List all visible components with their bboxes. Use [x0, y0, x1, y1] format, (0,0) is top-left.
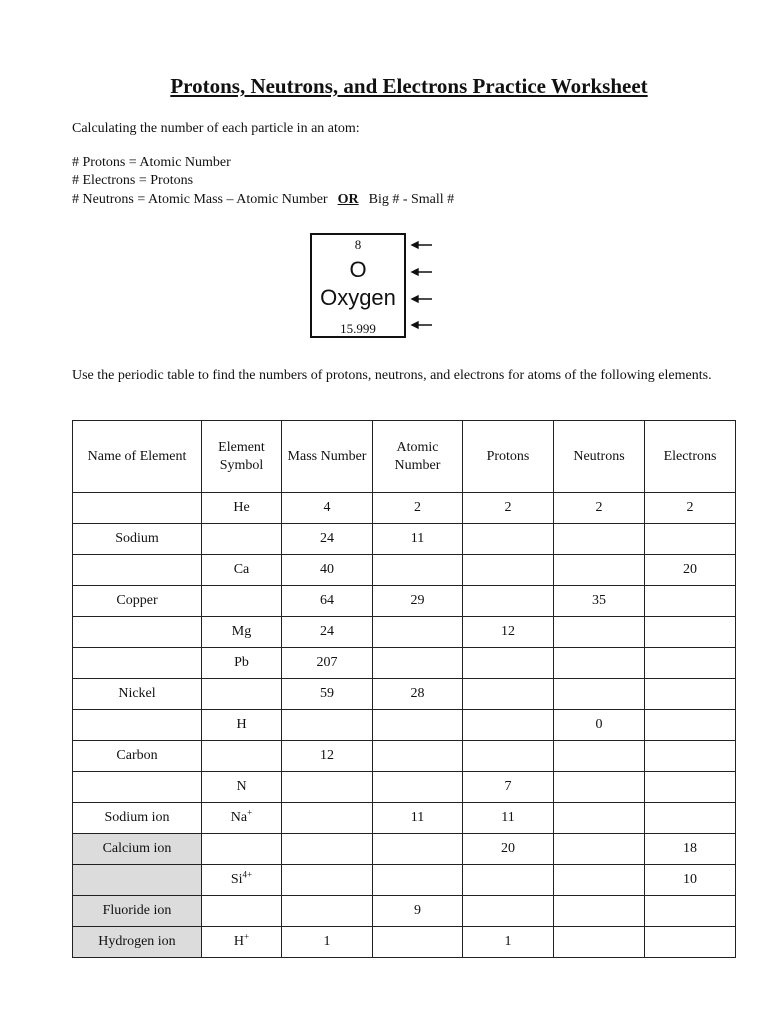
element-symbol-cell-value: He — [233, 500, 250, 515]
electrons-cell — [645, 741, 736, 772]
electrons-cell — [645, 524, 736, 555]
protons-cell-value: 11 — [501, 810, 515, 825]
instruction-text: Use the periodic table to find the numbers of protons, neutrons, and electrons for atoms of the following elements. — [72, 368, 712, 383]
worksheet-title: Protons, Neutrons, and Electrons Practice Worksheet — [170, 74, 648, 98]
mass-number-cell — [282, 586, 373, 617]
mass-number-cell-value: 64 — [320, 593, 334, 608]
protons-rule: # Protons = Atomic Number — [72, 155, 231, 170]
mass-number-cell-value: 4 — [323, 500, 331, 515]
electrons-rule: # Electrons = Protons — [72, 173, 194, 189]
neutrons-cell-value: 35 — [592, 593, 606, 608]
protons-cell — [463, 772, 554, 803]
atomic-number-cell-value: 2 — [414, 500, 421, 515]
protons-cell — [463, 927, 554, 958]
electrons-cell — [645, 927, 736, 958]
atomic-number-cell — [373, 617, 463, 648]
electrons-cell-value: 2 — [686, 500, 694, 515]
protons-cell-value: 7 — [504, 779, 512, 794]
protons-cell — [463, 524, 554, 555]
element-name-cell — [73, 896, 202, 927]
electrons-cell — [645, 586, 736, 617]
element-symbol-cell — [202, 648, 282, 679]
table-row — [73, 834, 736, 865]
element-name-cell — [73, 834, 202, 865]
practice-table — [72, 420, 736, 958]
element-symbol-cell — [202, 865, 282, 896]
element-symbol-cell — [202, 741, 282, 772]
electrons-cell — [645, 648, 736, 679]
element-symbol-cell — [202, 679, 282, 710]
element-name-cell — [73, 772, 202, 803]
mass-number-cell — [282, 524, 373, 555]
element-name-cell — [73, 710, 202, 741]
table-row — [73, 679, 736, 710]
table-row — [73, 803, 736, 834]
charge-superscript: + — [247, 807, 253, 818]
element-symbol-cell — [202, 927, 282, 958]
table-row — [73, 772, 736, 803]
neutrons-cell — [554, 927, 645, 958]
neutrons-cell — [554, 555, 645, 586]
protons-cell — [463, 679, 554, 710]
element-symbol-cell — [202, 896, 282, 927]
atomic-number-cell-value: 9 — [414, 903, 421, 918]
atomic-number-cell — [373, 555, 463, 586]
neutrons-cell — [554, 617, 645, 648]
atomic-number-cell — [373, 493, 463, 524]
electrons-cell — [645, 834, 736, 865]
element-name: Oxygen — [320, 285, 396, 310]
mass-number-cell-value: 207 — [316, 655, 338, 670]
table-row — [73, 741, 736, 772]
element-name-cell-value: Sodium ion — [104, 810, 170, 825]
element-name-cell — [73, 493, 202, 524]
table-row — [73, 896, 736, 927]
electrons-cell — [645, 493, 736, 524]
neutrons-cell — [554, 741, 645, 772]
pointer-arrows-icon — [410, 233, 434, 343]
neutrons-cell — [554, 493, 645, 524]
header-protons: Protons — [463, 421, 554, 493]
electrons-cell — [645, 710, 736, 741]
table-row — [73, 710, 736, 741]
electrons-cell-value: 18 — [683, 841, 697, 856]
element-symbol-cell — [202, 803, 282, 834]
element-name-cell-value: Calcium ion — [102, 841, 172, 856]
header-symbol: Element Symbol — [202, 421, 282, 493]
header-neutrons: Neutrons — [554, 421, 645, 493]
protons-cell — [463, 617, 554, 648]
atomic-number-cell — [373, 896, 463, 927]
table-row — [73, 648, 736, 679]
element-symbol-cell-value: Si — [230, 872, 243, 887]
electrons-cell — [645, 896, 736, 927]
atomic-number-cell — [373, 803, 463, 834]
atomic-number-cell-value: 11 — [410, 810, 425, 825]
neutrons-cell — [554, 896, 645, 927]
neutrons-cell-value: 2 — [595, 500, 603, 515]
neutrons-cell — [554, 524, 645, 555]
element-symbol-cell — [202, 834, 282, 865]
protons-cell — [463, 803, 554, 834]
atomic-number-cell — [373, 772, 463, 803]
atomic-number-cell — [373, 927, 463, 958]
protons-cell — [463, 648, 554, 679]
element-name-cell — [73, 865, 202, 896]
table-row — [73, 865, 736, 896]
element-name-cell-value: Sodium — [115, 531, 159, 546]
atomic-number-cell — [373, 865, 463, 896]
protons-cell-value: 20 — [501, 841, 515, 856]
protons-cell-value: 12 — [501, 624, 515, 639]
neutrons-cell — [554, 679, 645, 710]
neutrons-cell — [554, 710, 645, 741]
neutrons-cell — [554, 834, 645, 865]
element-symbol-cell — [202, 555, 282, 586]
table-header-row — [73, 421, 736, 493]
atomic-number-cell — [373, 524, 463, 555]
element-symbol-cell-value: Mg — [231, 624, 252, 639]
element-symbol-cell-value: Ca — [233, 562, 250, 577]
table-row — [73, 927, 736, 958]
atomic-number-cell — [373, 586, 463, 617]
neutrons-cell — [554, 865, 645, 896]
mass-number-cell — [282, 772, 373, 803]
element-symbol-cell-value: H — [233, 934, 245, 949]
element-name-cell — [73, 803, 202, 834]
electrons-cell — [645, 803, 736, 834]
mass-number-cell — [282, 493, 373, 524]
protons-cell — [463, 586, 554, 617]
element-name-cell-value: Carbon — [116, 748, 158, 763]
header-name: Name of Element — [73, 421, 202, 493]
mass-number-cell-value: 12 — [320, 748, 334, 763]
element-symbol-cell — [202, 493, 282, 524]
element-symbol-cell — [202, 586, 282, 617]
neutrons-rule-line — [72, 191, 454, 209]
mass-number-cell-value: 1 — [323, 934, 331, 949]
neutrons-cell — [554, 648, 645, 679]
element-symbol-cell — [202, 524, 282, 555]
mass-number-cell — [282, 865, 373, 896]
protons-cell — [463, 741, 554, 772]
element-name-cell — [73, 927, 202, 958]
neutrons-cell — [554, 803, 645, 834]
element-name-cell — [73, 648, 202, 679]
neutrons-cell — [554, 586, 645, 617]
oxygen-element-box — [310, 233, 406, 338]
electrons-cell — [645, 772, 736, 803]
electrons-cell — [645, 865, 736, 896]
mass-number-cell — [282, 617, 373, 648]
or-label: OR — [337, 191, 359, 207]
atomic-number: 8 — [354, 237, 362, 252]
atomic-number-cell — [373, 741, 463, 772]
element-symbol-cell — [202, 617, 282, 648]
rules-block — [72, 154, 454, 209]
table-row — [73, 555, 736, 586]
electrons-cell — [645, 679, 736, 710]
element-symbol-cell-value: Pb — [234, 655, 249, 670]
element-name-cell-value: Copper — [116, 593, 158, 608]
atomic-mass: 15.999 — [340, 321, 376, 336]
shortcut-rule: Big # - Small # — [368, 191, 455, 207]
element-name-cell-value: Hydrogen ion — [98, 934, 176, 949]
element-name-cell — [73, 617, 202, 648]
protons-cell — [463, 896, 554, 927]
mass-number-cell — [282, 555, 373, 586]
table-row — [73, 586, 736, 617]
neutrons-cell-value: 0 — [595, 717, 603, 732]
neutrons-rule: # Neutrons = Atomic Mass – Atomic Number — [72, 191, 328, 207]
mass-number-cell — [282, 803, 373, 834]
element-symbol-cell-value: N — [236, 779, 247, 794]
protons-cell — [463, 710, 554, 741]
mass-number-cell — [282, 679, 373, 710]
mass-number-cell-value: 24 — [320, 624, 334, 639]
element-name-cell-value: Fluoride ion — [102, 903, 172, 918]
element-name-cell — [73, 586, 202, 617]
element-name-cell — [73, 524, 202, 555]
protons-cell — [463, 555, 554, 586]
charge-superscript: 4+ — [242, 869, 253, 880]
electrons-cell — [645, 555, 736, 586]
element-symbol-cell — [202, 710, 282, 741]
electrons-cell-value: 10 — [683, 872, 697, 887]
atomic-number-cell — [373, 834, 463, 865]
protons-cell-value: 2 — [504, 500, 512, 515]
mass-number-cell — [282, 927, 373, 958]
element-symbol-cell — [202, 772, 282, 803]
header-electrons: Electrons — [645, 421, 736, 493]
header-atomic: Atomic Number — [373, 421, 463, 493]
mass-number-cell-value: 24 — [320, 531, 334, 546]
element-symbol: O — [349, 257, 367, 282]
atomic-number-cell — [373, 679, 463, 710]
charge-superscript: + — [244, 931, 250, 942]
table-row — [73, 493, 736, 524]
intro-text: Calculating the number of each particle in an atom: — [72, 121, 360, 136]
header-mass: Mass Number — [282, 421, 373, 493]
element-name-cell — [73, 741, 202, 772]
mass-number-cell — [282, 834, 373, 865]
atomic-number-cell-value: 28 — [410, 686, 425, 701]
atomic-number-cell-value: 11 — [410, 531, 425, 546]
protons-cell — [463, 834, 554, 865]
electrons-cell-value: 20 — [683, 562, 697, 577]
protons-cell — [463, 493, 554, 524]
mass-number-cell — [282, 896, 373, 927]
element-name-cell — [73, 679, 202, 710]
table-row — [73, 617, 736, 648]
atomic-number-cell — [373, 648, 463, 679]
mass-number-cell-value: 40 — [320, 562, 334, 577]
protons-cell — [463, 865, 554, 896]
element-name-cell — [73, 555, 202, 586]
mass-number-cell-value: 59 — [320, 686, 334, 701]
mass-number-cell — [282, 648, 373, 679]
mass-number-cell — [282, 741, 373, 772]
table-row — [73, 524, 736, 555]
atomic-number-cell-value: 29 — [410, 593, 425, 608]
protons-cell-value: 1 — [504, 934, 512, 949]
element-symbol-cell-value: Na — [230, 810, 248, 825]
element-name-cell-value: Nickel — [118, 686, 156, 701]
element-symbol-cell-value: H — [236, 717, 247, 732]
mass-number-cell — [282, 710, 373, 741]
neutrons-cell — [554, 772, 645, 803]
atomic-number-cell — [373, 710, 463, 741]
electrons-cell — [645, 617, 736, 648]
